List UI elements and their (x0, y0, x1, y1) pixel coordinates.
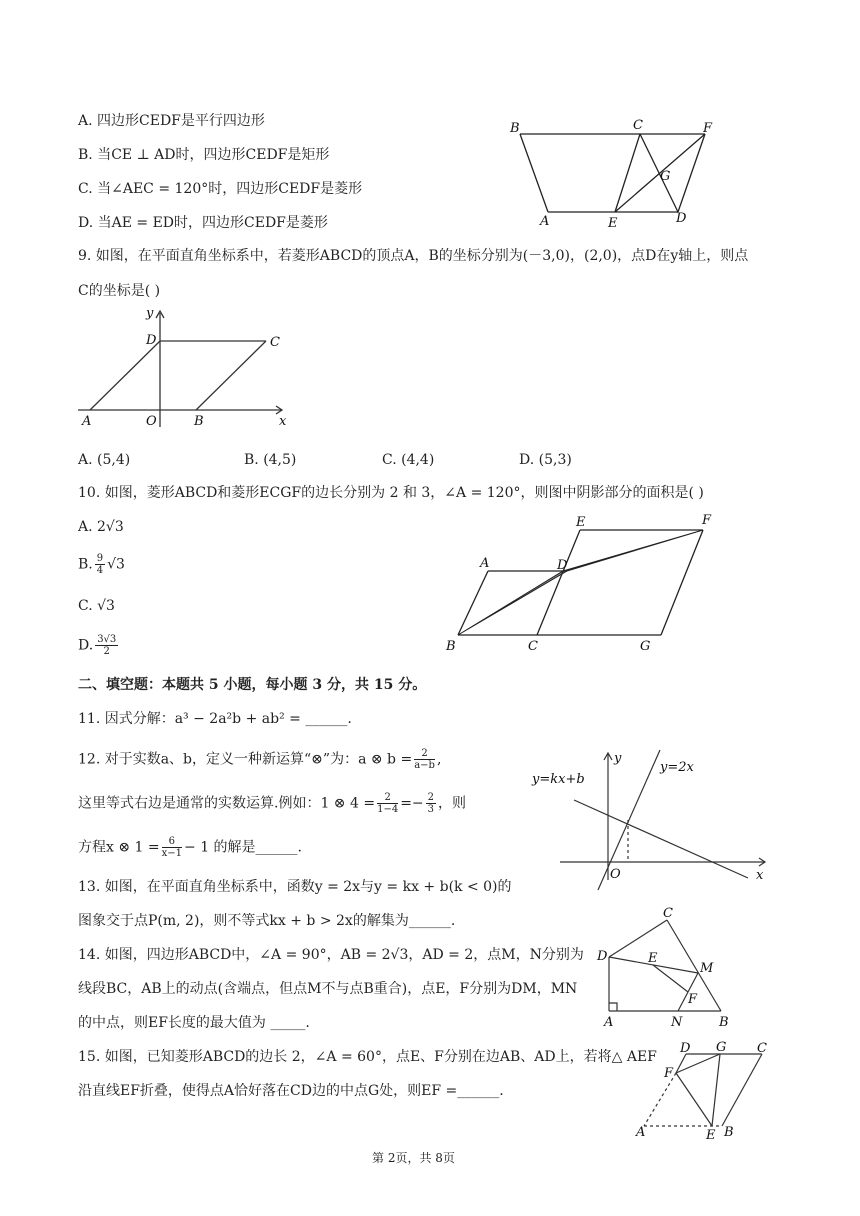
fig10-label-f: F (702, 513, 712, 528)
fig9-label-c: C (270, 335, 280, 350)
fig14-label-c: C (663, 906, 673, 921)
q13-line1: 13. 如图，在平面直角坐标系中，函数y = 2x与y = kx + b(k < 0)的 (78, 879, 512, 895)
q14-line3: 的中点，则EF长度的最大值为 _____. (78, 1015, 310, 1031)
fig12-label-ykx: y=kx+b (532, 772, 585, 787)
fig10-label-d: D (557, 558, 568, 573)
q14-line1: 14. 如图，四边形ABCD中，∠A = 90°，AB = 2√3，AD = 2，点M，N分别为 (78, 947, 584, 963)
fig14-label-m: M (700, 961, 714, 976)
fig14-label-n: N (671, 1015, 683, 1030)
q12-line1: 12. 对于实数a、b，定义一种新运算“⊗”为：a ⊗ b = $\frac{2}{a-b}$ , (78, 748, 442, 771)
fig15-label-f: F (664, 1066, 674, 1081)
figure-q10 (440, 510, 720, 660)
q10-option-b: B. $\frac{9}{4}$ √3 (78, 553, 125, 576)
figure-q12 (530, 748, 770, 888)
fig14-label-a: A (604, 1015, 614, 1030)
q8-option-c: C. 当∠AEC = 120°时，四边形CEDF是菱形 (78, 181, 363, 197)
fig10-label-b: B (446, 639, 456, 654)
fig9-label-a: A (82, 414, 92, 429)
q9-option-b: B. (4,5) (244, 452, 297, 468)
fig9-label-o: O (146, 414, 157, 429)
fig12-label-y: y (614, 751, 622, 766)
fig12-label-y2x: y=2x (660, 760, 694, 775)
fig9-label-b: B (194, 414, 204, 429)
fig10-label-e: E (576, 515, 586, 530)
fig15-label-a: A (636, 1125, 646, 1140)
q11-stem: 11. 因式分解：a³ − 2a²b + ab² = ______. (78, 711, 352, 727)
q14-line2: 线段BC，AB上的动点(含端点，但点M不与点B重合)，点E，F分别为DM，MN (78, 981, 578, 997)
fig8-label-a: A (540, 214, 550, 229)
fig8-label-c: C (633, 118, 643, 133)
fig10-label-a: A (480, 556, 490, 571)
fig9-label-x: x (279, 414, 287, 429)
fig8-label-b: B (510, 121, 520, 136)
fig14-label-e: E (648, 951, 658, 966)
q9-stem-line1: 9. 如图，在平面直角坐标系中，若菱形ABCD的顶点A，B的坐标分别为(－3,0)，(2,0)，点D在y轴上，则点 (78, 248, 749, 264)
fig12-label-x: x (756, 868, 764, 883)
q15-line2: 沿直线EF折叠，使得点A恰好落在CD边的中点G处，则EF =______. (78, 1083, 504, 1099)
fig15-label-b: B (724, 1125, 734, 1140)
q12-line3: 方程x ⊗ 1 = $\frac{6}{x-1}$ − 1 的解是______. (78, 836, 303, 859)
section-title: 二、填空题：本题共 5 小题，每小题 3 分，共 15 分。 (78, 677, 427, 693)
q8-option-d: D. 当AE = ED时，四边形CEDF是菱形 (78, 215, 328, 231)
fig8-label-d: D (676, 211, 687, 226)
q12-line2: 这里等式右边是通常的实数运算.例如：1 ⊗ 4 = $\frac{2}{1-4}$ =− $\frac{2}{3}$ ，则 (78, 792, 467, 815)
fig9-label-d: D (146, 333, 157, 348)
q13-line2: 图象交于点P(m, 2)，则不等式kx + b > 2x的解集为______. (78, 913, 456, 929)
figure-q15 (636, 1040, 786, 1145)
fig10-label-g: G (640, 639, 651, 654)
q10-option-a: A. 2√3 (78, 519, 124, 535)
fig15-label-e: E (706, 1128, 716, 1143)
fig8-label-f: F (703, 121, 713, 136)
fig9-label-y: y (146, 306, 154, 321)
figure-q9 (76, 305, 296, 430)
q9-option-a: A. (5,4) (78, 452, 131, 468)
q8-option-a: A. 四边形CEDF是平行四边形 (78, 113, 265, 129)
figure-q14 (595, 905, 745, 1035)
fig14-label-b: B (719, 1015, 729, 1030)
q9-option-d: D. (5,3) (519, 452, 572, 468)
q15-line1: 15. 如图，已知菱形ABCD的边长 2，∠A = 60°，点E、F分别在边AB、AD上，若将△ AEF (78, 1049, 657, 1065)
q9-stem-line2: C的坐标是( ) (78, 283, 161, 299)
fig8-label-e: E (608, 216, 618, 231)
figure-q8 (500, 112, 740, 232)
fig8-label-g: G (660, 169, 671, 184)
fig14-label-f: F (688, 992, 698, 1007)
q9-option-c: C. (4,4) (382, 452, 435, 468)
fig15-label-c: C (757, 1041, 767, 1056)
fig15-label-g: G (716, 1040, 727, 1055)
fig12-label-o: O (610, 867, 621, 882)
q10-option-d: D. $\frac{3√3}{2}$ (78, 634, 117, 657)
fig10-label-c: C (528, 639, 538, 654)
q8-option-b: B. 当CE ⊥ AD时，四边形CEDF是矩形 (78, 147, 330, 163)
fig14-label-d: D (597, 949, 608, 964)
fig15-label-d: D (680, 1041, 691, 1056)
q10-stem: 10. 如图，菱形ABCD和菱形ECGF的边长分别为 2 和 3，∠A = 120°，则图中阴影部分的面积是( ) (78, 485, 704, 501)
page-footer: 第 2页，共 8页 (372, 1151, 455, 1165)
q10-option-c: C. √3 (78, 598, 115, 614)
